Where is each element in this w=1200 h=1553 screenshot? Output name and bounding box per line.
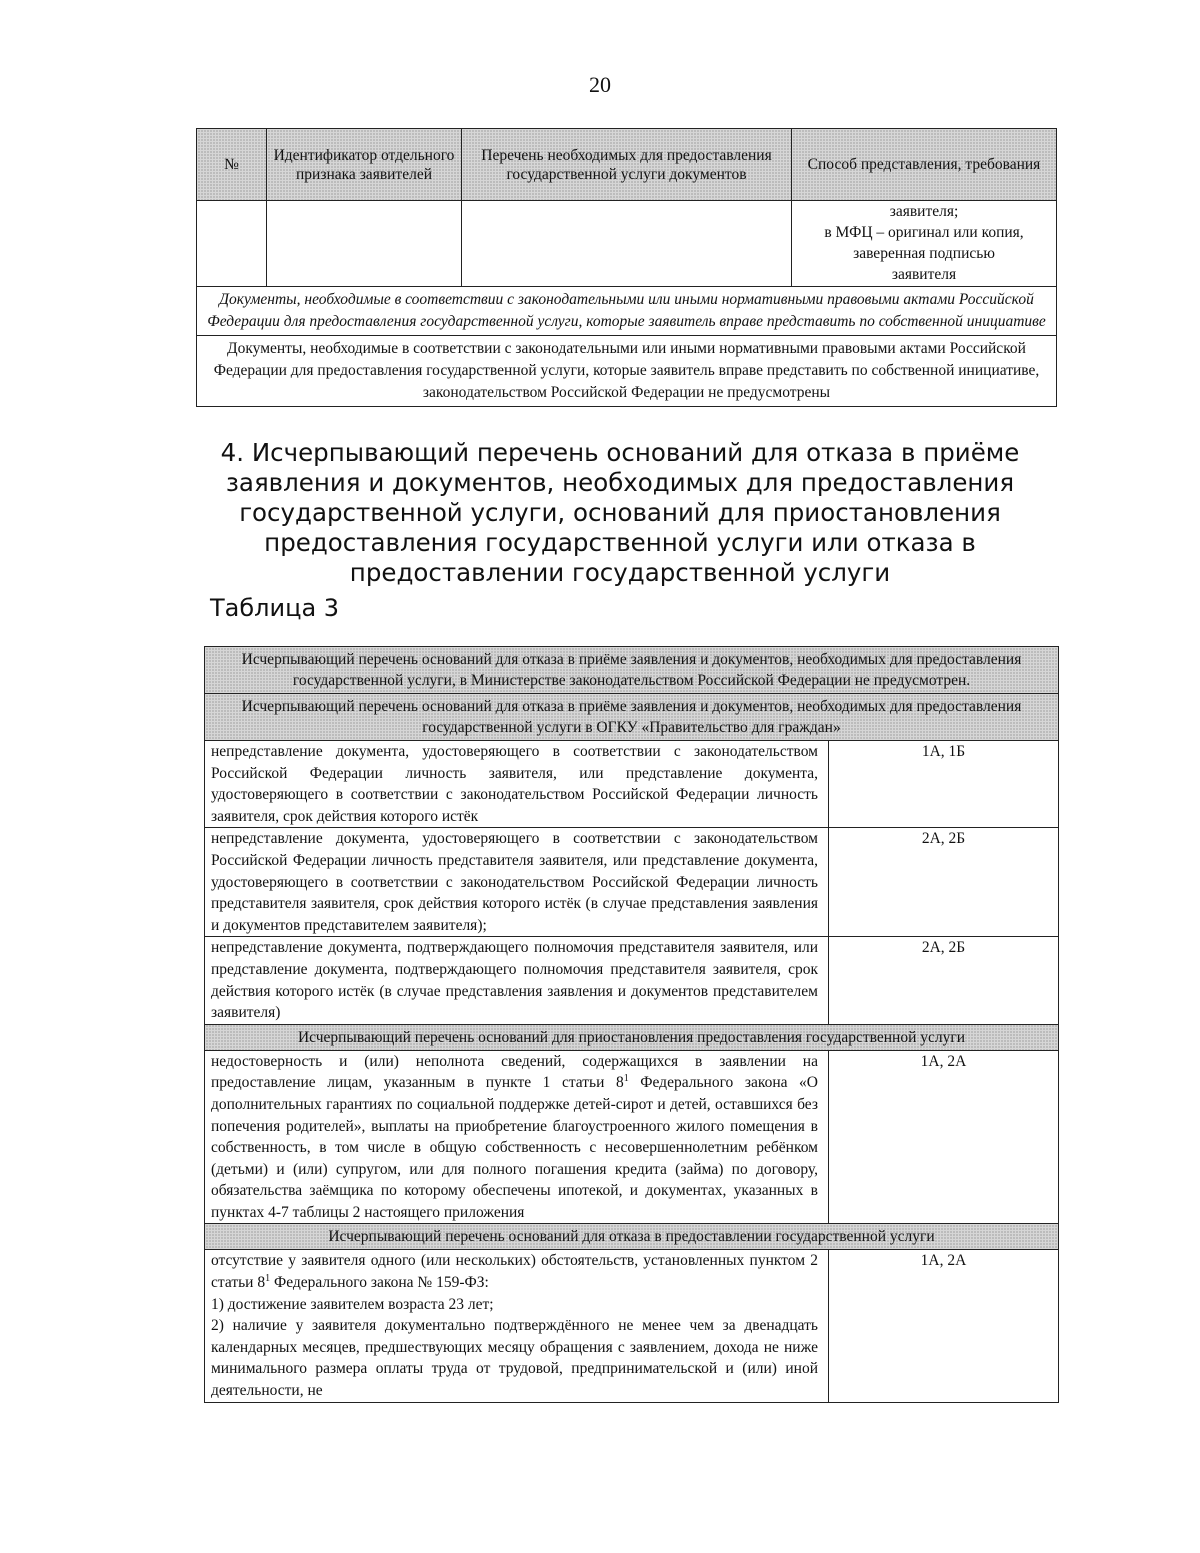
table-row — [205, 828, 1059, 937]
table-row — [197, 201, 1057, 287]
applicant-ids-cell: 1А, 1Б — [829, 741, 1059, 828]
section-heading: 4. Исчерпывающий перечень оснований для отказа в приёме заявления и документов, необходимых для предоставления государственной услуги, оснований для приостановления предоставления государственной услуги или отказа в предоставлении государственной услуги — [220, 438, 1020, 587]
reason-text: Федерального закона № 159-ФЗ: — [270, 1274, 489, 1292]
applicant-ids-cell: 1А, 2А — [829, 1050, 1059, 1224]
table-row — [205, 1224, 1059, 1250]
cell-method — [792, 201, 1057, 287]
table-row — [205, 937, 1059, 1024]
reason-cell — [205, 1050, 829, 1224]
table-row — [205, 647, 1059, 694]
header-identifier: Идентификатор отдельного признака заявителей — [267, 129, 462, 201]
method-line: заверенная подписью — [853, 245, 995, 262]
method-line: заявителя; — [889, 203, 959, 220]
reason-cell — [205, 1250, 829, 1402]
header-documents: Перечень необходимых для предоставления государственной услуги документов — [462, 129, 792, 201]
cell-identifier — [267, 201, 462, 287]
table-row — [205, 1024, 1059, 1050]
reason-item: 2) наличие у заявителя документально подтверждённого не менее чем за двенадцать календарных месяцев, предшествующих месяцу обращения с заявлением, дохода не ниже минимального размера оплаты труда от трудовой, предпринимательской и (или) иной деятельности, не — [211, 1317, 818, 1400]
applicant-ids-cell: 2А, 2Б — [829, 937, 1059, 1024]
refusal-grounds-table — [204, 646, 1059, 1403]
header-number: № — [197, 129, 267, 201]
table-header-row — [197, 129, 1057, 201]
applicant-ids-cell: 1А, 2А — [829, 1250, 1059, 1402]
table-row — [197, 287, 1057, 336]
table-row — [205, 694, 1059, 741]
method-line: в МФЦ – оригинал или копия, — [824, 224, 1024, 241]
initiative-documents-heading: Документы, необходимые в соответствии с законодательными или иными нормативными правовыми актами Российской Федерации для предоставления государственной услуги, которые заявитель вправе представить по собственной инициативе — [197, 287, 1057, 336]
table-row — [205, 741, 1059, 828]
initiative-documents-note: Документы, необходимые в соответствии с законодательными или иными нормативными правовыми актами Российской Федерации для предоставления государственной услуги, которые заявитель вправе представить по собственной инициативе, законодательством Российской Федерации не предусмотрены — [197, 336, 1057, 407]
reason-text: недостоверность и (или) неполнота сведений, содержащихся в заявлении на предоставление лицам, указанным в пункте 1 статьи 8 — [211, 1052, 818, 1092]
reason-cell: непредставление документа, удостоверяющего в соответствии с законодательством Российской Федерации личность представителя заявителя, или представление документа, удостоверяющего в соответствии с законодательством Российской Федерации личность представителя заявителя, срок действия которого истёк (в случае представления заявления и документов представителем заявителя); — [205, 828, 829, 937]
cell-number — [197, 201, 267, 287]
documents-table-continuation — [196, 128, 1057, 407]
reason-intro — [211, 1250, 818, 1293]
reason-cell: непредставление документа, подтверждающего полномочия представителя заявителя, или представление документа, подтверждающего полномочия представителя заявителя, срок действия которого истёк (в случае представления заявления и документов представителем заявителя) — [205, 937, 829, 1024]
header-method: Способ представления, требования — [792, 129, 1057, 201]
table-row — [197, 336, 1057, 407]
reason-item: 1) достижение заявителем возраста 23 лет; — [211, 1295, 494, 1313]
reason-cell: непредставление документа, удостоверяющего в соответствии с законодательством Российской Федерации личность заявителя, или представление документа, удостоверяющего в соответствии с законодательством Российской Федерации личность заявителя, срок действия которого истёк — [205, 741, 829, 828]
table-label: Таблица 3 — [210, 594, 340, 622]
ogku-refusal-heading: Исчерпывающий перечень оснований для отказа в приёме заявления и документов, необходимых для предоставления государственной услуги в ОГКУ «Правительство для граждан» — [205, 694, 1059, 741]
table-row — [205, 1250, 1059, 1402]
method-line: заявителя — [891, 266, 957, 283]
article-superscript: 1 — [265, 1272, 271, 1284]
reason-text: Федерального закона «О дополнительных гарантиях по социальной поддержке детей-сирот и детей, оставшихся без попечения родителей», выплаты на приобретение благоустроенного жилого помещения в собственность, в том числе в общую собственность с несовершеннолетним ребёнком (детьми) и (или) супругом, или для полного погашения кредита (займа) по договору, обязательства заёмщика по которому обеспечены ипотекой, и документах, указанных в пунктах 4-7 таблицы 2 настоящего приложения — [211, 1074, 818, 1221]
reason-text: отсутствие у заявителя одного (или нескольких) обстоятельств, установленных пунктом 2 статьи 8 — [211, 1252, 818, 1292]
table-row — [205, 1050, 1059, 1224]
suspension-heading: Исчерпывающий перечень оснований для приостановления предоставления государственной услуги — [205, 1024, 1059, 1050]
cell-documents — [462, 201, 792, 287]
applicant-ids-cell: 2А, 2Б — [829, 828, 1059, 937]
ministry-refusal-heading: Исчерпывающий перечень оснований для отказа в приёме заявления и документов, необходимых для предоставления государственной услуги, в Министерстве законодательством Российской Федерации не предусмотрен. — [205, 647, 1059, 694]
article-superscript: 1 — [623, 1073, 629, 1085]
refusal-heading: Исчерпывающий перечень оснований для отказа в предоставлении государственной услуги — [205, 1224, 1059, 1250]
page-number: 20 — [589, 72, 611, 97]
